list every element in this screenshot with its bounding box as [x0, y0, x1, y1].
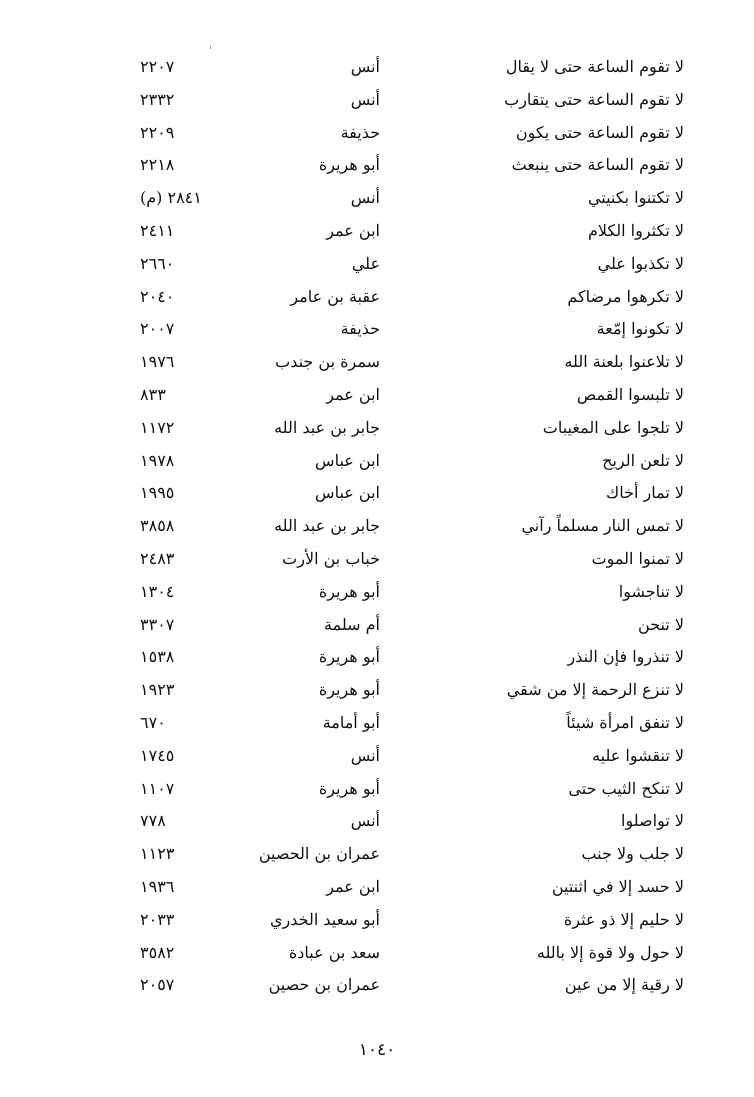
hadith-text: لا تلبسوا القمص [576, 384, 684, 404]
hadith-text: لا تمار أخاك [606, 483, 684, 503]
hadith-text: لا تكتنوا بكنيتي [587, 188, 684, 208]
hadith-number: ٢٠٣٣ [140, 909, 175, 929]
narrator-name: أنس [350, 188, 380, 208]
hadith-text: لا تنقشوا عليه [592, 745, 684, 765]
index-row [0, 118, 754, 151]
hadith-number: ٢٣٣٢ [140, 89, 175, 109]
index-row [0, 85, 754, 118]
index-row [0, 314, 754, 347]
index-row [0, 839, 754, 872]
hadith-text: لا تنزع الرحمة إلا من شقي [506, 680, 684, 700]
hadith-number: ٧٧٨ [140, 811, 166, 831]
index-row [0, 741, 754, 774]
narrator-name: ابن عباس [315, 450, 380, 470]
hadith-text: لا تنحن [638, 614, 684, 634]
index-row [0, 774, 754, 807]
index-row [0, 806, 754, 839]
hadith-text: لا رقية إلا من عين [564, 975, 684, 995]
hadith-number: ٢٠٠٧ [140, 319, 175, 339]
hadith-text: لا تكرهوا مرضاكم [567, 286, 684, 306]
index-row [0, 216, 754, 249]
narrator-name: عمران بن حصين [268, 975, 380, 995]
index-row [0, 708, 754, 741]
narrator-name: أبو هريرة [318, 155, 380, 175]
narrator-name: ابن عباس [315, 483, 380, 503]
narrator-name: أنس [350, 811, 380, 831]
hadith-number: ١٣٠٤ [140, 581, 175, 601]
index-row [0, 872, 754, 905]
hadith-text: لا جلب ولا جنب [581, 844, 684, 864]
narrator-name: أبو هريرة [318, 778, 380, 798]
hadith-text: لا تلجوا على المغيبات [542, 417, 684, 437]
narrator-name: ابن عمر [326, 220, 380, 240]
narrator-name: علي [351, 253, 380, 273]
print-mark [210, 46, 211, 49]
hadith-text: لا تكونوا إمّعة [596, 319, 684, 339]
hadith-number: ٣٣٠٧ [140, 614, 175, 634]
index-row [0, 52, 754, 85]
narrator-name: أبو سعيد الخدري [270, 909, 380, 929]
narrator-name: جابر بن عبد الله [274, 516, 380, 536]
hadith-number: ٢٢١٨ [140, 155, 175, 175]
narrator-name: أبو أمامة [322, 712, 380, 732]
hadith-text: لا تنفق امرأة شيئاً [566, 712, 684, 732]
index-row [0, 610, 754, 643]
hadith-number: ١٩٣٦ [140, 876, 175, 896]
hadith-text: لا تقوم الساعة حتى يتقارب [504, 89, 684, 109]
hadith-number: ١٩٧٦ [140, 352, 175, 372]
hadith-text: لا تمس النار مسلماً رآني [521, 516, 684, 536]
hadith-number: ١١٠٧ [140, 778, 175, 798]
hadith-text: لا تمنوا الموت [591, 548, 684, 568]
narrator-name: أبو هريرة [318, 680, 380, 700]
narrator-name: خباب بن الأرت [282, 548, 380, 568]
hadith-number: ٣٥٨٢ [140, 942, 175, 962]
hadith-number: ٢٠٥٧ [140, 975, 175, 995]
hadith-number: ٣٨٥٨ [140, 516, 175, 536]
index-row [0, 642, 754, 675]
narrator-name: عقبة بن عامر [290, 286, 380, 306]
index-row [0, 478, 754, 511]
index-row [0, 413, 754, 446]
index-row [0, 577, 754, 610]
hadith-number: ٢٢٠٧ [140, 57, 175, 76]
narrator-name: جابر بن عبد الله [274, 417, 380, 437]
hadith-text: لا تواصلوا [621, 811, 684, 831]
index-row [0, 446, 754, 479]
hadith-number: ١١٢٣ [140, 844, 175, 864]
hadith-text: لا حليم إلا ذو عثرة [563, 909, 684, 929]
hadith-text: لا تنكح الثيب حتى [568, 778, 684, 798]
index-row [0, 938, 754, 971]
hadith-number: ٢٦٦٠ [140, 253, 175, 273]
hadith-text: لا حول ولا قوة إلا بالله [536, 942, 684, 962]
hadith-number: ٢٨٤١ (م) [140, 188, 202, 208]
hadith-text: لا تناجشوا [618, 581, 684, 601]
narrator-name: ابن عمر [326, 876, 380, 896]
hadith-number: ٢٢٠٩ [140, 122, 175, 142]
hadith-text: لا تنذروا فإن النذر [567, 647, 684, 667]
index-row [0, 150, 754, 183]
index-row [0, 905, 754, 938]
index-row [0, 249, 754, 282]
hadith-number: ٨٣٣ [140, 384, 166, 404]
narrator-name: أنس [350, 89, 380, 109]
hadith-number: ١١٧٢ [140, 417, 175, 437]
narrator-name: أبو هريرة [318, 647, 380, 667]
hadith-number: ١٩٧٨ [140, 450, 175, 470]
hadith-number: ٢٠٤٠ [140, 286, 175, 306]
hadith-index-list [0, 52, 754, 1003]
narrator-name: أنس [350, 57, 380, 76]
hadith-text: لا تكثروا الكلام [587, 220, 684, 240]
index-row [0, 675, 754, 708]
index-row [0, 511, 754, 544]
narrator-name: ابن عمر [326, 384, 380, 404]
hadith-text: لا تقوم الساعة حتى يكون [515, 122, 684, 142]
hadith-text: لا حسد إلا في اثنتين [551, 876, 684, 896]
narrator-name: سعد بن عبادة [288, 942, 380, 962]
hadith-text: لا تلعن الريح [602, 450, 684, 470]
index-row [0, 970, 754, 1003]
hadith-text: لا تقوم الساعة حتى ينبعث [511, 155, 684, 175]
page-number: ١٠٤٠ [358, 1040, 396, 1060]
narrator-name: سمرة بن جندب [275, 352, 380, 372]
hadith-number: ٢٤٨٣ [140, 548, 175, 568]
hadith-number: ٢٤١١ [140, 220, 175, 240]
index-row [0, 183, 754, 216]
narrator-name: حذيفة [340, 122, 380, 142]
index-row [0, 347, 754, 380]
narrator-name: أم سلمة [324, 614, 380, 634]
index-row [0, 544, 754, 577]
hadith-text: لا تكذبوا علي [597, 253, 684, 273]
narrator-name: حذيفة [340, 319, 380, 339]
index-row [0, 380, 754, 413]
narrator-name: أبو هريرة [318, 581, 380, 601]
hadith-number: ١٥٣٨ [140, 647, 175, 667]
hadith-text: لا تلاعنوا بلعنة الله [564, 352, 684, 372]
hadith-number: ١٩٢٣ [140, 680, 175, 700]
hadith-number: ١٩٩٥ [140, 483, 175, 503]
narrator-name: أنس [350, 745, 380, 765]
hadith-text: لا تقوم الساعة حتى لا يقال [505, 57, 684, 76]
hadith-number: ١٧٤٥ [140, 745, 175, 765]
index-row [0, 282, 754, 315]
hadith-number: ٦٧٠ [140, 712, 166, 732]
narrator-name: عمران بن الحصين [258, 844, 380, 864]
